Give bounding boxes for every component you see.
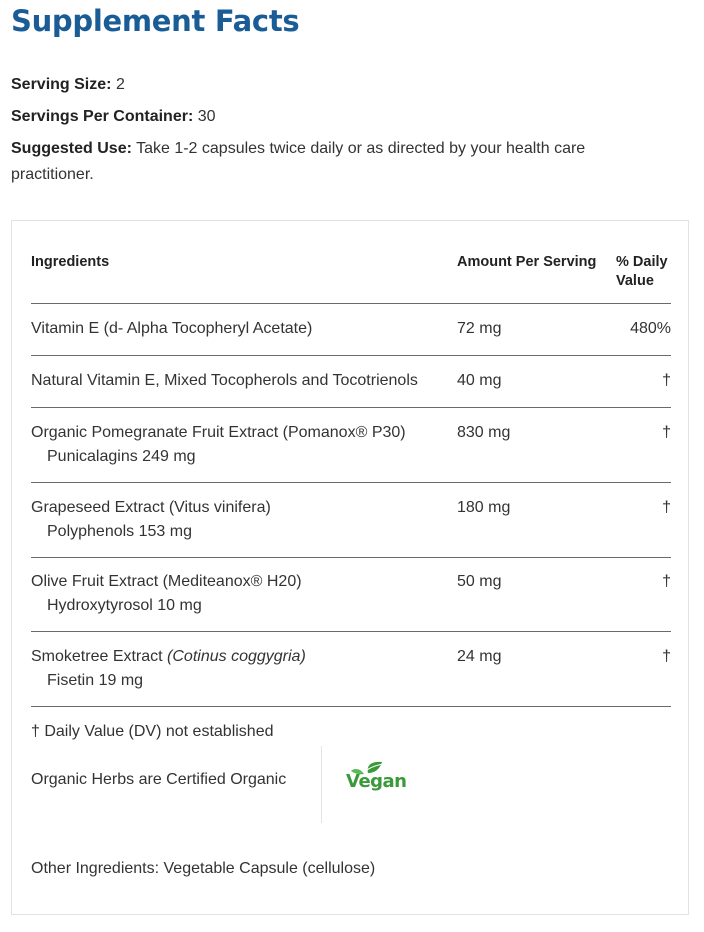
serving-size-value: 2 — [115, 76, 125, 93]
ingredient-name — [31, 645, 451, 669]
ingredient-amount: 50 mg — [457, 573, 502, 590]
ingredient-daily-value: † — [662, 424, 671, 441]
ingredient-subcomponent: Hydroxytyrosol 10 mg — [47, 597, 202, 614]
ingredient-amount: 830 mg — [457, 424, 511, 441]
row-divider — [31, 407, 671, 408]
serving-size-label: Serving Size: — [11, 76, 112, 93]
row-divider — [31, 482, 671, 483]
suggested-use-value: Take 1-2 capsules twice daily or as directed by your health care practitioner. — [11, 140, 586, 183]
vegan-badge — [342, 759, 407, 797]
organic-note: Organic Herbs are Certified Organic — [31, 771, 287, 788]
daily-value-footnote: † Daily Value (DV) not established — [31, 723, 274, 740]
ingredient-amount: 72 mg — [457, 320, 502, 337]
row-divider — [31, 355, 671, 356]
suggested-use-label: Suggested Use: — [11, 140, 132, 157]
ingredient-daily-value: 480% — [630, 320, 671, 337]
ingredient-latin-name: (Cotinus coggygria) — [167, 648, 306, 665]
header-daily-value-line1: % Daily — [616, 254, 668, 270]
ingredient-daily-value: † — [662, 499, 671, 516]
header-ingredients: Ingredients — [31, 254, 110, 270]
ingredient-name-text: Smoketree Extract — [31, 648, 168, 665]
ingredient-subcomponent: Polyphenols 153 mg — [47, 523, 192, 540]
table-bottom-rule — [31, 706, 671, 707]
row-divider — [31, 557, 671, 558]
ingredient-subcomponent: Punicalagins 249 mg — [47, 448, 196, 465]
ingredient-name: Grapeseed Extract (Vitus vinifera) — [31, 499, 271, 516]
servings-per-container-label: Servings Per Container: — [11, 108, 194, 125]
ingredient-daily-value: † — [662, 648, 671, 665]
serving-size — [11, 72, 125, 98]
ingredient-name: Vitamin E (d- Alpha Tocopheryl Acetate) — [31, 320, 313, 337]
header-daily-value — [616, 253, 668, 291]
ingredient-name: Organic Pomegranate Fruit Extract (Pomanox® P30) — [31, 424, 406, 441]
header-amount-per-serving: Amount Per Serving — [457, 254, 597, 270]
divider — [321, 746, 322, 823]
ingredient-amount: 24 mg — [457, 648, 502, 665]
ingredient-daily-value: † — [662, 573, 671, 590]
ingredient-subcomponent: Fisetin 19 mg — [47, 672, 144, 689]
supplement-facts-panel — [11, 220, 689, 915]
row-divider — [31, 631, 671, 632]
header-daily-value-line2: Value — [616, 273, 654, 289]
other-ingredients: Other Ingredients: Vegetable Capsule (cellulose) — [31, 860, 376, 877]
ingredient-amount: 180 mg — [457, 499, 511, 516]
servings-per-container — [11, 104, 216, 130]
ingredient-name: Natural Vitamin E, Mixed Tocopherols and Tocotrienols — [31, 372, 418, 389]
vegan-badge-text: Vegan — [346, 771, 407, 792]
ingredient-daily-value: † — [662, 372, 671, 389]
page-title: Supplement Facts — [11, 4, 300, 38]
table-header-rule — [31, 303, 671, 304]
ingredient-amount: 40 mg — [457, 372, 502, 389]
servings-per-container-value: 30 — [197, 108, 216, 125]
suggested-use — [11, 136, 651, 188]
ingredient-name: Olive Fruit Extract (Mediteanox® H20) — [31, 573, 302, 590]
